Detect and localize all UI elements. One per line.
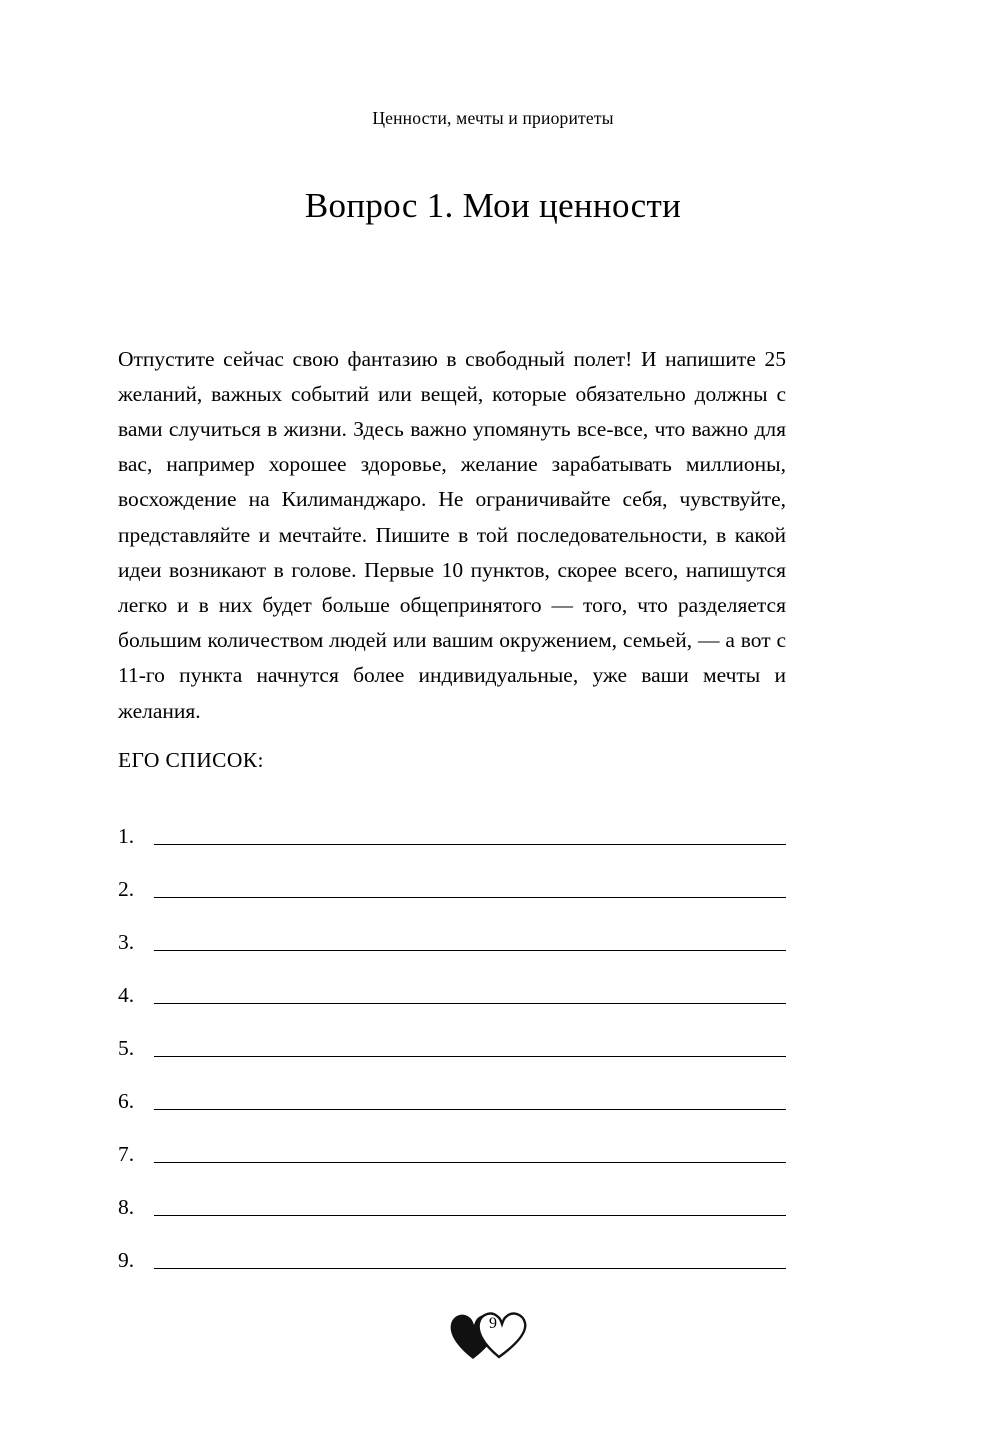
list-item-number: 8. <box>118 1194 135 1219</box>
list-item-number: 6. <box>118 1088 135 1113</box>
write-in-line[interactable] <box>154 1214 786 1216</box>
write-in-line[interactable] <box>154 949 786 951</box>
list-item[interactable] <box>118 1171 786 1224</box>
write-in-line[interactable] <box>154 1267 786 1269</box>
list-item-number: 5. <box>118 1035 135 1060</box>
list-item[interactable] <box>118 959 786 1012</box>
list-heading: ЕГО СПИСОК: <box>118 748 264 772</box>
list-item[interactable] <box>118 853 786 906</box>
running-head: Ценности, мечты и приоритеты <box>372 108 614 128</box>
page-number: 9 <box>489 1315 497 1332</box>
list-item[interactable] <box>118 800 786 853</box>
list-item-number: 2. <box>118 876 135 901</box>
page-title: Вопрос 1. Мои ценности <box>304 186 682 226</box>
list-item[interactable] <box>118 1118 786 1171</box>
write-in-line[interactable] <box>154 896 786 898</box>
list-item-number: 1. <box>118 823 135 848</box>
list-item[interactable] <box>118 1065 786 1118</box>
list-item[interactable] <box>118 1224 786 1277</box>
list-item-number: 9. <box>118 1247 135 1272</box>
list-item-number: 7. <box>118 1141 135 1166</box>
answer-list <box>118 800 786 1277</box>
write-in-line[interactable] <box>154 1002 786 1004</box>
write-in-line[interactable] <box>154 1161 786 1163</box>
page-footer <box>0 1293 986 1368</box>
list-item-number: 3. <box>118 929 135 954</box>
list-item-number: 4. <box>118 982 135 1007</box>
write-in-line[interactable] <box>154 1055 786 1057</box>
body-paragraph: Отпустите сейчас свою фантазию в свободный полет! И напишите 25 желаний, важных событий или вещей, которые обязательно должны с вами случиться в жизни. Здесь важно упомянуть все-все, что важно для вас, например хорошее здоровье, желание зарабатывать миллионы, восхождение на Килиманджаро. Не ограничивайте себя, чувствуйте, представляйте и мечтайте. Пишите в той последовательности, в какой идеи возникают в голове. Первые 10 пунктов, скорее всего, напишутся легко и в них будет больше общепринятого — того, что разделяется большим количеством людей или вашим окружением, семьей, — а вот с 11-го пункта начнутся более индивидуальные, уже ваши мечты и желания. <box>118 346 786 723</box>
write-in-line[interactable] <box>154 1108 786 1110</box>
write-in-line[interactable] <box>154 843 786 845</box>
list-item[interactable] <box>118 906 786 959</box>
list-item[interactable] <box>118 1012 786 1065</box>
